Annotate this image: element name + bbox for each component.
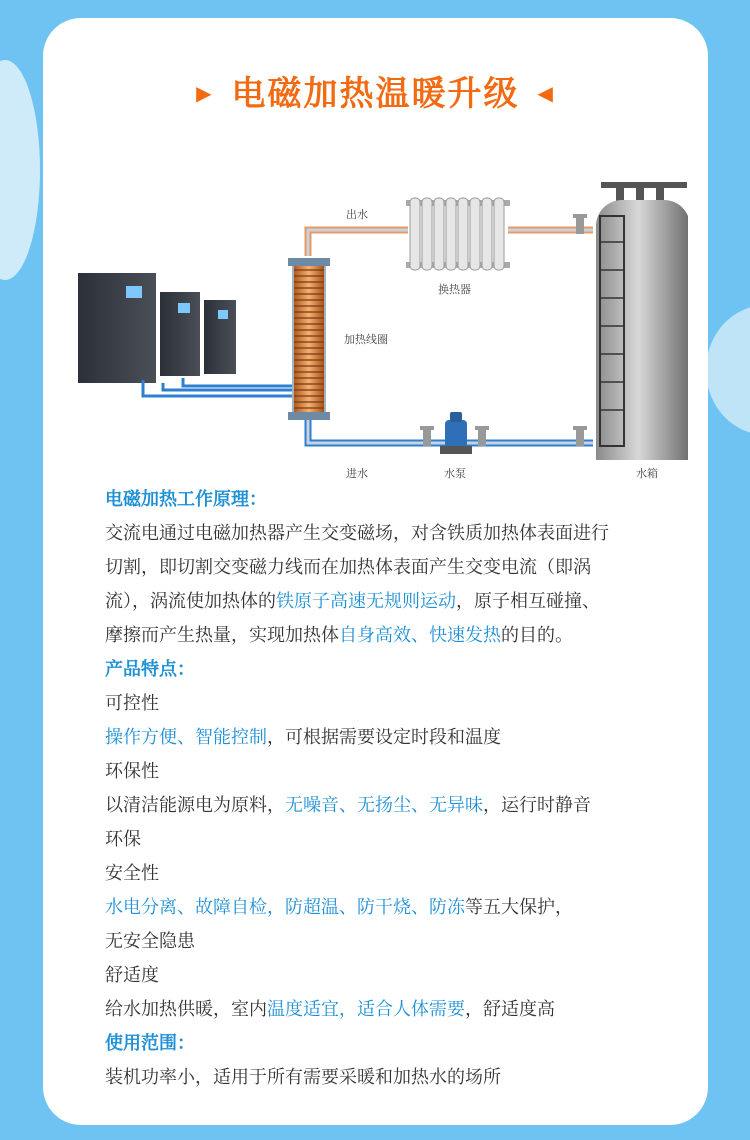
principle-line: 交流电通过电磁加热器产生交变磁场，对含铁质加热体表面进行 (105, 523, 609, 544)
feature-line: 以清洁能源电为原料，无噪音、无扬尘、无异味，运行时静音 (105, 795, 591, 816)
title-text: 电磁加热温暖升级 (231, 74, 520, 114)
feature-line: 环保 (105, 829, 141, 850)
label-tank: 水箱 (636, 467, 658, 480)
label-in-water: 进水 (346, 467, 368, 480)
principle-heading: 电磁加热工作原理： (105, 489, 267, 510)
feature-line: 水电分离、故障自检，防超温、防干烧、防冻等五大保护， (105, 897, 573, 918)
label-out-water: 出水 (346, 208, 368, 221)
principle-line: 流），涡流使加热体的铁原子高速无规则运动，原子相互碰撞、 (105, 591, 600, 612)
background-bubble (706, 305, 750, 435)
feature-title-eco: 环保性 (105, 755, 675, 789)
left-triangle-icon: ◀ (537, 80, 555, 105)
heating-coil (288, 258, 330, 420)
feature-title-safety: 安全性 (105, 857, 675, 891)
heating-diagram (68, 158, 688, 488)
usage-text: 装机功率小，适用于所有需要采暖和加热水的场所 (105, 1067, 501, 1088)
radiator (406, 198, 510, 270)
heater-cabinets (78, 273, 236, 383)
feature-line: 给水加热供暖，室内温度适宜，适合人体需要，舒适度高 (105, 999, 555, 1020)
feature-line: 操作方便、智能控制，可根据需要设定时段和温度 (105, 727, 501, 748)
feature-title-controllable: 可控性 (105, 687, 675, 721)
label-coil: 加热线圈 (344, 333, 388, 346)
principle-line: 切割，即切割交变磁力线而在加热体表面产生交变电流（即涡 (105, 557, 591, 578)
label-exchanger: 换热器 (438, 283, 471, 296)
label-pump: 水泵 (444, 467, 466, 480)
water-pump (440, 412, 472, 454)
features-heading: 产品特点： (105, 659, 195, 680)
usage-heading: 使用范围： (105, 1033, 195, 1054)
principle-section (105, 483, 675, 1095)
page-title (43, 66, 708, 115)
feature-line: 无安全隐患 (105, 931, 195, 952)
water-tank (596, 182, 688, 460)
content-card (43, 18, 708, 1125)
feature-title-comfort: 舒适度 (105, 959, 675, 993)
principle-line: 摩擦而产生热量，实现加热体自身高效、快速发热的目的。 (105, 625, 573, 646)
right-triangle-icon: ▶ (196, 80, 214, 105)
background-bubble (0, 60, 40, 280)
